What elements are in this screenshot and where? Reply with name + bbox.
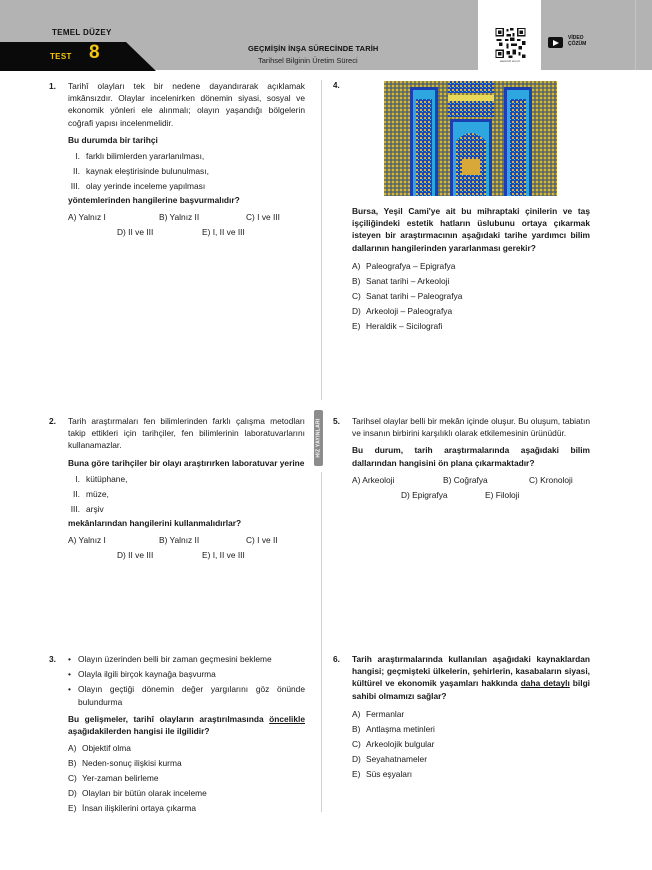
prompt-text: Tarih araştırmalarında kullanılan aşağıdaki kaynaklardan hangisi; geçmişteki ülkelerin, şehirlerin, kasabaların siyasi, kültürel ve ekonomik yaşamları hakkında xyxy=(352,654,590,689)
option-letter: D) xyxy=(352,754,361,765)
test-label: TEST xyxy=(50,52,72,61)
bullet-text: Olayın geçtiği dönemin değer yargılarını göz önünde bulundurma xyxy=(78,684,305,707)
question-number: 4. xyxy=(333,81,340,90)
option-a[interactable]: A) Arkeoloji xyxy=(352,474,395,485)
option-c[interactable]: C) I ve II xyxy=(246,534,278,545)
unit-title: GEÇMİŞİN İNŞA SÜRECİNDE TARİH xyxy=(248,44,379,53)
option-letter: E) xyxy=(352,321,361,332)
video-label-line1: VİDEO xyxy=(568,35,584,41)
bullet-text: Olayın üzerinden belli bir zaman geçmesini bekleme xyxy=(78,654,272,664)
option-text: Fermanlar xyxy=(366,709,405,720)
question-stem: Buna göre tarihçiler bir olayı araştırırken laboratuvar yerine xyxy=(68,457,305,468)
option-e[interactable]: E) I, II ve III xyxy=(202,227,245,238)
question-prompt: mekânlarından hangilerini kullanmalıdırlar? xyxy=(68,517,242,528)
option-a[interactable] xyxy=(68,740,305,755)
option-b[interactable] xyxy=(352,722,590,737)
option-c[interactable] xyxy=(352,737,590,752)
option-text: Objektif olma xyxy=(82,742,131,753)
option-text: Seyahatnameler xyxy=(366,754,427,765)
roman-numeral: III. xyxy=(70,504,80,515)
option-d[interactable] xyxy=(352,752,590,767)
question-prompt xyxy=(352,653,590,702)
question-number: 6. xyxy=(333,654,340,664)
question-number: 2. xyxy=(49,416,56,426)
roman-numeral: I. xyxy=(75,151,80,162)
roman-numeral: II. xyxy=(73,166,80,177)
roman-numeral: III. xyxy=(70,181,80,192)
roman-text: farklı bilimlerden yararlanılması, xyxy=(86,151,205,162)
option-b[interactable]: B) Yalnız II xyxy=(159,212,200,223)
question-text: Tarih araştırmaları fen bilimlerinden farklı çalışma metodları takip ettikleri için tarihçiler, fen bilimlerinin laboratuvarlarını kullanamazlar. xyxy=(68,416,305,451)
question-4-body xyxy=(352,205,590,334)
question-text: Tarihî olayları tek bir nedene dayandırarak açıklamak imkânsızdır. Olaylar incelenirken dönemin siyasi, sosyal ve ekonomik yönleri ele alınmalı; olayın yaşandığı bölgelerin coğrafi yapısı incelenmelidir. xyxy=(68,81,305,128)
option-b[interactable]: B) Coğrafya xyxy=(443,474,488,485)
question-prompt: Bursa, Yeşil Cami'ye ait bu mihraptaki çinilerin ve taş işçiliğindeki estetik hatların üslubunu ortaya çıkarmak isteyen bir araştırmacının aşağıdaki tarihe yardımcı bilim dallarının hangilerinden yararlanması gerekir? xyxy=(352,206,590,253)
prompt-text: Bu gelişmeler, tarihî olayların araştırılmasında xyxy=(68,713,270,724)
options xyxy=(68,209,305,243)
option-letter: C) xyxy=(352,291,361,302)
option-c[interactable] xyxy=(68,770,305,785)
options xyxy=(68,532,305,566)
options xyxy=(68,740,305,815)
option-d[interactable]: D) Epigrafya xyxy=(401,489,448,500)
roman-text: kütüphane, xyxy=(86,474,128,485)
option-letter: E) xyxy=(352,769,361,780)
option-text: Sanat tarihi – Paleografya xyxy=(366,291,463,302)
option-text: Olayları bir bütün olarak inceleme xyxy=(82,787,207,798)
level-label: TEMEL DÜZEY xyxy=(52,28,112,37)
roman-text: müze, xyxy=(86,489,109,500)
option-a[interactable] xyxy=(352,707,590,722)
option-text: Arkeolojik bulgular xyxy=(366,739,435,750)
option-text: Sanat tarihi – Arkeoloji xyxy=(366,276,450,287)
play-video-icon[interactable] xyxy=(548,37,563,48)
qr-caption: www.hiz.com.tr xyxy=(500,59,521,63)
option-a[interactable]: A) Yalnız I xyxy=(68,534,106,545)
option-c[interactable]: C) I ve III xyxy=(246,212,280,223)
test-number: 8 xyxy=(89,42,100,63)
column-divider xyxy=(321,80,322,400)
option-text: Arkeoloji – Paleografya xyxy=(366,306,453,317)
qr-code-icon[interactable] xyxy=(495,28,526,58)
video-solution-label[interactable] xyxy=(568,35,586,48)
question-prompt xyxy=(68,713,305,737)
option-e[interactable] xyxy=(352,767,590,782)
option-letter: D) xyxy=(352,306,361,317)
option-text: Heraldik – Sicilografi xyxy=(366,321,443,332)
option-text: Paleografya – Epigrafya xyxy=(366,261,456,272)
roman-text: arşiv xyxy=(86,504,104,515)
column-divider xyxy=(321,472,322,812)
option-letter: B) xyxy=(352,276,361,287)
roman-item xyxy=(68,472,305,487)
option-text: Süs eşyaları xyxy=(366,769,413,780)
option-e[interactable]: E) Filoloji xyxy=(485,489,520,500)
option-d[interactable] xyxy=(352,304,590,319)
option-letter: A) xyxy=(352,709,361,720)
question-number: 1. xyxy=(49,81,56,91)
bullet-text: Olayla ilgili birçok kaynağa başvurma xyxy=(78,669,216,680)
option-letter: C) xyxy=(68,772,77,783)
option-letter: C) xyxy=(352,739,361,750)
options xyxy=(352,259,590,334)
option-c[interactable] xyxy=(352,289,590,304)
roman-item xyxy=(68,179,305,194)
option-text: Yer-zaman belirleme xyxy=(82,772,159,783)
option-text: İnsan ilişkilerini ortaya çıkarma xyxy=(82,802,197,813)
option-a[interactable] xyxy=(352,259,590,274)
option-letter: A) xyxy=(68,742,77,753)
question-prompt: yöntemlerinden hangilerine başvurmalıdır? xyxy=(68,194,240,205)
prompt-emphasis: öncelikle xyxy=(269,713,305,724)
option-e[interactable] xyxy=(68,800,305,815)
bullet-icon: • xyxy=(68,669,71,680)
option-text: Neden-sonuç ilişkisi kurma xyxy=(82,757,182,768)
bullet-list xyxy=(68,653,305,708)
bullet-item xyxy=(68,668,305,680)
prompt-text: bilgi sahibi olmamızı sağlar? xyxy=(352,678,591,701)
option-d[interactable]: D) II ve III xyxy=(117,549,154,560)
option-d[interactable]: D) II ve III xyxy=(117,227,154,238)
option-e[interactable]: E) I, II ve III xyxy=(202,549,245,560)
video-label-line2: ÇÖZÜM xyxy=(568,41,587,48)
option-letter: D) xyxy=(68,787,77,798)
question-number: 5. xyxy=(333,416,340,426)
option-d[interactable] xyxy=(68,785,305,800)
options xyxy=(352,472,590,506)
roman-list xyxy=(68,472,305,517)
prompt-emphasis: daha detaylı xyxy=(520,678,570,689)
option-b[interactable] xyxy=(68,755,305,770)
options xyxy=(352,707,590,782)
option-letter: B) xyxy=(68,757,77,768)
roman-item xyxy=(68,149,305,164)
question-stem: Bu durumda bir tarihçi xyxy=(68,134,158,145)
roman-item xyxy=(68,164,305,179)
option-a[interactable]: A) Yalnız I xyxy=(68,212,106,223)
unit-subtitle: Tarihsel Bilginin Üretim Süreci xyxy=(258,56,358,65)
roman-numeral: II. xyxy=(73,489,80,500)
option-letter: E) xyxy=(68,802,77,813)
bullet-icon: • xyxy=(68,654,71,664)
option-b[interactable] xyxy=(352,274,590,289)
roman-item xyxy=(68,502,305,517)
prompt-text: aşağıdakilerden hangisi ile ilgilidir? xyxy=(68,725,210,736)
mihrab-tile-image xyxy=(384,81,557,196)
roman-text: kaynak eleştirisinde bulunulması, xyxy=(86,166,209,177)
roman-item xyxy=(68,487,305,502)
option-e[interactable] xyxy=(352,319,590,334)
question-prompt: Bu durum, tarih araştırmalarında aşağıdaki bilim dallarından hangisini ön plana çıkarmaktadır? xyxy=(352,445,590,468)
option-b[interactable]: B) Yalnız II xyxy=(159,534,200,545)
option-text: Antlaşma metinleri xyxy=(366,724,435,735)
question-text: Tarihsel olaylar belli bir mekân içinde oluşur. Bu oluşum, tabiatın ve insanın birbirini karşılıklı olarak etkilemesinin ürünüdür. xyxy=(352,416,590,439)
publisher-name: HIZ YAYINLARI xyxy=(314,418,321,458)
roman-text: olay yerinde inceleme yapılması xyxy=(86,181,206,192)
publisher-side-tag xyxy=(314,410,323,466)
header-divider xyxy=(635,0,636,70)
roman-numeral: I. xyxy=(75,474,80,485)
option-letter: A) xyxy=(352,261,361,272)
question-number: 3. xyxy=(49,654,56,664)
bullet-icon: • xyxy=(68,684,71,695)
option-letter: B) xyxy=(352,724,361,735)
bullet-item xyxy=(68,653,305,665)
roman-list xyxy=(68,149,305,194)
bullet-item xyxy=(68,683,305,707)
option-c[interactable]: C) Kronoloji xyxy=(529,474,573,485)
